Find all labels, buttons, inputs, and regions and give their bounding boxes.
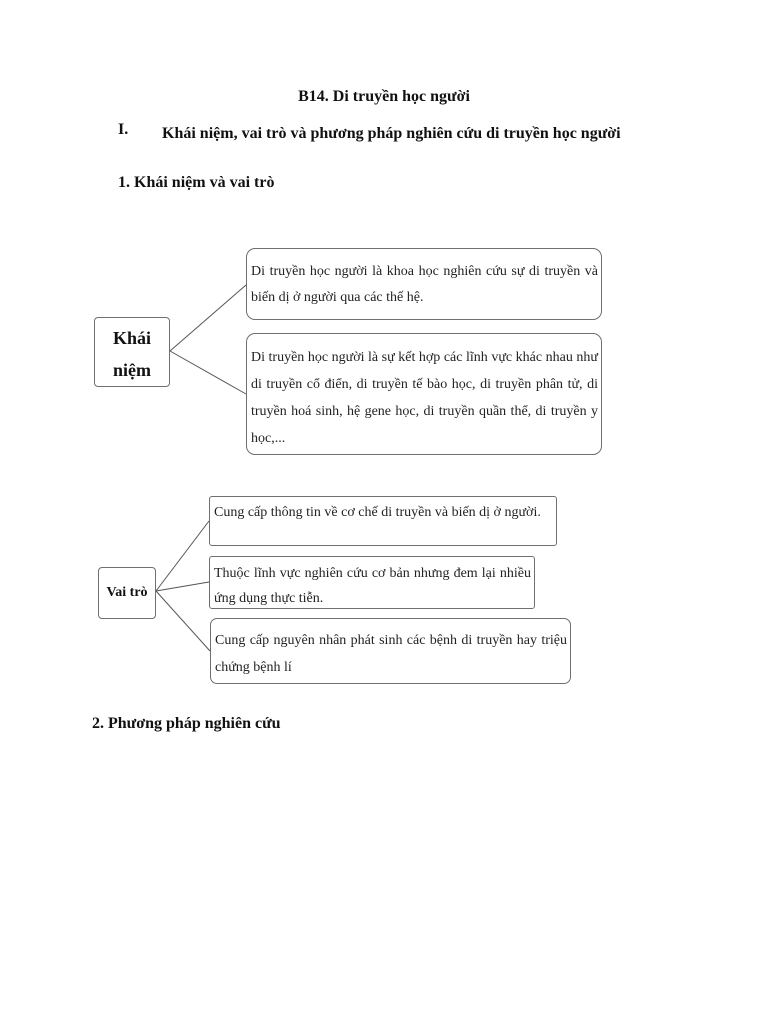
connector-role-2 [156, 582, 209, 591]
connector-role-1 [156, 521, 209, 591]
subsection-methods: 2. Phương pháp nghiên cứu [92, 715, 281, 732]
connector-role-3 [156, 591, 210, 651]
concept-node: Khái niệm [94, 317, 170, 387]
concept-box-1: Di truyền học người là khoa học nghiên cứu sự di truyền và biến dị ở người qua các thế hệ. [246, 248, 602, 320]
role-box-1: Cung cấp thông tin về cơ chế di truyền và biến dị ở người. [209, 496, 557, 546]
concept-box-2: Di truyền học người là sự kết hợp các lĩnh vực khác nhau như di truyền cổ điển, di truyền tế bào học, di truyền phân tử, di truyền hoá sinh, hệ gene học, di truyền quần thể, di truyền y học,... [246, 333, 602, 455]
page-title: B14. Di truyền học người [298, 88, 470, 105]
role-box-2: Thuộc lĩnh vực nghiên cứu cơ bản nhưng đem lại nhiều ứng dụng thực tiễn. [209, 556, 535, 609]
connector-concept-1 [170, 285, 246, 351]
subsection-concept-role: 1. Khái niệm và vai trò [118, 174, 275, 191]
section-number: I. [118, 121, 129, 138]
section-title: Khái niệm, vai trò và phương pháp nghiên cứu di truyền học người [162, 125, 621, 142]
role-box-3: Cung cấp nguyên nhân phát sinh các bệnh di truyền hay triệu chứng bệnh lí [210, 618, 571, 684]
role-node: Vai trò [98, 567, 156, 619]
connector-concept-2 [170, 351, 246, 394]
